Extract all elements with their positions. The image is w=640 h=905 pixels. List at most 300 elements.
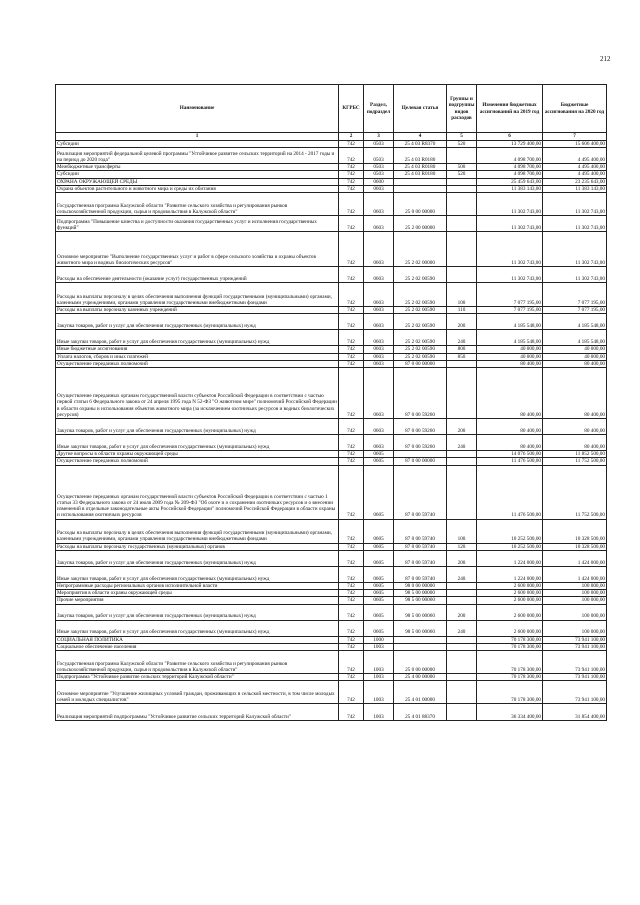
table-row <box>56 368 607 419</box>
row-expense-type <box>447 232 477 267</box>
row-allocation-2020: 80 400,00 <box>543 368 607 419</box>
row-name: Подпрограмма "Устойчивое развитие сельских территорий Калужской области" <box>56 673 339 680</box>
table-row <box>56 704 607 721</box>
row-kgrbs: 742 <box>339 590 364 597</box>
row-section: 0603 <box>364 330 394 346</box>
row-expense-type: 200 <box>447 314 477 330</box>
row-target-article: 25 0 00 00000 <box>394 650 447 673</box>
row-target-article: 25 4 03 R0180 <box>394 148 447 164</box>
table-row <box>56 148 607 164</box>
row-name: Субсидии <box>56 171 339 178</box>
row-name: Мероприятия в области охраны окружающей среды <box>56 590 339 597</box>
row-kgrbs: 742 <box>339 673 364 680</box>
row-allocation-2020: 100 000,00 <box>543 582 607 589</box>
row-target-article <box>394 451 447 458</box>
row-allocation-2020: 11 383 143,00 <box>543 185 607 192</box>
row-expense-type: 200 <box>447 550 477 566</box>
row-target-article: 98 5 00 00000 <box>394 590 447 597</box>
row-target-article: 98 5 00 00060 <box>394 597 447 604</box>
row-target-article: 25 4 01 88370 <box>394 704 447 721</box>
row-change-2019: 70 178 300,00 <box>477 673 543 680</box>
table-row <box>56 550 607 566</box>
row-kgrbs: 742 <box>339 550 364 566</box>
row-expense-type <box>447 178 477 185</box>
header-target-article: Целевая статья <box>394 85 447 133</box>
column-number: 2 <box>339 133 364 141</box>
table-row <box>56 141 607 148</box>
row-section: 0605 <box>364 543 394 550</box>
row-name: ОХРАНА ОКРУЖАЮЩЕЙ СРЕДЫ <box>56 178 339 185</box>
row-expense-type <box>447 650 477 673</box>
row-name: Иные закупки товаров, работ и услуг для обеспечения государственных (муниципальных) нужд <box>56 435 339 451</box>
table-row <box>56 673 607 680</box>
row-section: 0603 <box>364 283 394 307</box>
row-change-2019: 80 400,00 <box>477 360 543 367</box>
row-allocation-2020: 4 495 400,00 <box>543 148 607 164</box>
row-target-article: 87 0 00 59260 <box>394 419 447 435</box>
row-expense-type: 520 <box>447 171 477 178</box>
row-change-2019: 80 400,00 <box>477 419 543 435</box>
table-row <box>56 346 607 353</box>
table-row <box>56 465 607 519</box>
header-name: Наименование <box>56 85 339 133</box>
row-allocation-2020: 11 852 500,00 <box>543 451 607 458</box>
row-change-2019: 10 252 500,00 <box>477 519 543 543</box>
row-name: Расходы на выплаты персоналу в целях обеспечения выполнения функций государственными (муниципальными) органами, казенными учреждениями, органами управления государственными внебюджетными фондами <box>56 283 339 307</box>
row-target-article <box>394 178 447 185</box>
row-name: Социальное обеспечение населения <box>56 643 339 650</box>
row-allocation-2020: 1 424 000,00 <box>543 550 607 566</box>
row-allocation-2020: 100 000,00 <box>543 604 607 620</box>
row-allocation-2020: 80 400,00 <box>543 435 607 451</box>
row-target-article: 87 0 00 00000 <box>394 458 447 465</box>
row-expense-type: 110 <box>447 307 477 314</box>
row-expense-type <box>447 360 477 367</box>
row-section: 0605 <box>364 458 394 465</box>
row-change-2019: 80 400,00 <box>477 435 543 451</box>
row-kgrbs: 742 <box>339 681 364 704</box>
row-target-article: 87 0 00 59740 <box>394 519 447 543</box>
row-expense-type: 240 <box>447 620 477 636</box>
row-kgrbs: 742 <box>339 435 364 451</box>
table-row <box>56 216 607 232</box>
row-target-article: 25 4 01 00000 <box>394 681 447 704</box>
row-section: 0605 <box>364 566 394 582</box>
table-row <box>56 597 607 604</box>
row-kgrbs: 742 <box>339 164 364 171</box>
row-kgrbs: 742 <box>339 360 364 367</box>
row-kgrbs: 742 <box>339 604 364 620</box>
row-expense-type: 120 <box>447 543 477 550</box>
row-kgrbs: 742 <box>339 171 364 178</box>
row-expense-type <box>447 148 477 164</box>
row-target-article: 98 5 00 00060 <box>394 620 447 636</box>
row-kgrbs: 742 <box>339 636 364 643</box>
row-expense-type <box>447 451 477 458</box>
row-change-2019: 7 077 195,00 <box>477 283 543 307</box>
table-row <box>56 458 607 465</box>
row-expense-type: 200 <box>447 604 477 620</box>
row-section: 0503 <box>364 164 394 171</box>
table-row <box>56 193 607 216</box>
column-number: 5 <box>447 133 477 141</box>
table-row <box>56 681 607 704</box>
row-section: 0603 <box>364 232 394 267</box>
row-target-article: 25 2 02 00590 <box>394 314 447 330</box>
row-name: Расходы на выплаты персоналу государственных (муниципальных) органов <box>56 543 339 550</box>
row-allocation-2020: 100 000,00 <box>543 590 607 597</box>
row-kgrbs: 742 <box>339 620 364 636</box>
row-expense-type <box>447 216 477 232</box>
row-kgrbs: 742 <box>339 543 364 550</box>
row-allocation-2020: 31 854 400,00 <box>543 704 607 721</box>
row-kgrbs: 742 <box>339 368 364 419</box>
row-target-article: 25 2 00 00000 <box>394 216 447 232</box>
table-row <box>56 232 607 267</box>
row-change-2019: 70 178 300,00 <box>477 681 543 704</box>
budget-table <box>55 84 607 721</box>
row-section: 0603 <box>364 185 394 192</box>
row-expense-type <box>447 267 477 283</box>
row-target-article: 87 0 00 00000 <box>394 360 447 367</box>
row-expense-type <box>447 465 477 519</box>
row-kgrbs: 742 <box>339 650 364 673</box>
row-change-2019: 70 178 300,00 <box>477 636 543 643</box>
row-expense-type: 100 <box>447 519 477 543</box>
row-target-article: 87 0 00 59740 <box>394 543 447 550</box>
table-row <box>56 582 607 589</box>
row-section: 0603 <box>364 368 394 419</box>
row-kgrbs: 742 <box>339 178 364 185</box>
row-name: Осуществление переданных полномочий <box>56 458 339 465</box>
row-kgrbs: 742 <box>339 519 364 543</box>
row-kgrbs: 742 <box>339 330 364 346</box>
row-allocation-2020: 11 302 743,00 <box>543 216 607 232</box>
row-target-article: 87 0 00 59260 <box>394 368 447 419</box>
row-expense-type: 100 <box>447 283 477 307</box>
row-name: Другие вопросы в области охраны окружающей среды <box>56 451 339 458</box>
header-allocation-2020: Бюджетные ассигнования на 2020 год <box>543 85 607 133</box>
row-kgrbs: 742 <box>339 704 364 721</box>
row-name: Иные закупки товаров, работ и услуг для обеспечения государственных (муниципальных) нужд <box>56 566 339 582</box>
row-name: Закупка товаров, работ и услуг для обеспечения государственных (муниципальных) нужд <box>56 604 339 620</box>
row-change-2019: 40 000,00 <box>477 346 543 353</box>
table-row <box>56 451 607 458</box>
table-row <box>56 267 607 283</box>
row-target-article: 98 5 00 00060 <box>394 604 447 620</box>
row-kgrbs: 742 <box>339 216 364 232</box>
table-row <box>56 620 607 636</box>
row-allocation-2020: 7 077 195,00 <box>543 307 607 314</box>
row-name: Осуществление переданных полномочий <box>56 360 339 367</box>
header-kgrbs: КГРБС <box>339 85 364 133</box>
table-row <box>56 419 607 435</box>
row-kgrbs: 742 <box>339 307 364 314</box>
row-change-2019: 11 476 500,00 <box>477 465 543 519</box>
row-section: 0605 <box>364 620 394 636</box>
row-allocation-2020: 4 185 548,00 <box>543 314 607 330</box>
row-change-2019: 11 302 743,00 <box>477 232 543 267</box>
table-row <box>56 171 607 178</box>
row-name: Закупка товаров, работ и услуг для обеспечения государственных (муниципальных) нужд <box>56 550 339 566</box>
row-name: Подпрограмма "Повышение качества и доступности оказания государственных услуг и исполнения государственных функций" <box>56 216 339 232</box>
row-allocation-2020: 15 606 400,00 <box>543 141 607 148</box>
row-change-2019: 11 476 500,00 <box>477 458 543 465</box>
row-section: 0605 <box>364 550 394 566</box>
row-kgrbs: 742 <box>339 566 364 582</box>
row-section: 0603 <box>364 360 394 367</box>
row-kgrbs: 742 <box>339 597 364 604</box>
row-change-2019: 11 302 743,00 <box>477 267 543 283</box>
row-allocation-2020: 73 941 100,00 <box>543 636 607 643</box>
row-allocation-2020: 40 000,00 <box>543 346 607 353</box>
row-name: Расходы на обеспечение деятельности (оказание услуг) государственных учреждений <box>56 267 339 283</box>
row-expense-type <box>447 193 477 216</box>
row-name: Расходы на выплаты персоналу казенных учреждений <box>56 307 339 314</box>
row-target-article: 25 4 03 R8370 <box>394 141 447 148</box>
row-kgrbs: 742 <box>339 346 364 353</box>
table-row <box>56 178 607 185</box>
row-target-article: 98 0 00 00000 <box>394 582 447 589</box>
row-name: Реализация мероприятий подпрограммы "Устойчивое развитие сельских территорий Калужской области" <box>56 704 339 721</box>
row-name: Иные бюджетные ассигнования <box>56 346 339 353</box>
row-target-article: 25 4 03 R0180 <box>394 171 447 178</box>
row-kgrbs: 742 <box>339 314 364 330</box>
row-allocation-2020: 4 495 400,00 <box>543 171 607 178</box>
row-section: 0503 <box>364 148 394 164</box>
row-expense-type <box>447 582 477 589</box>
row-expense-type <box>447 704 477 721</box>
row-expense-type: 520 <box>447 141 477 148</box>
row-kgrbs: 742 <box>339 419 364 435</box>
row-change-2019: 2 600 000,00 <box>477 597 543 604</box>
row-change-2019: 4 098 700,00 <box>477 148 543 164</box>
table-row <box>56 360 607 367</box>
header-change-2019: Изменения бюджетных ассигнований на 2019 год <box>477 85 543 133</box>
row-expense-type: 240 <box>447 330 477 346</box>
row-section: 1003 <box>364 673 394 680</box>
row-change-2019: 1 224 000,00 <box>477 566 543 582</box>
row-expense-type <box>447 597 477 604</box>
row-section: 0603 <box>364 307 394 314</box>
row-name: Закупка товаров, работ и услуг для обеспечения государственных (муниципальных) нужд <box>56 419 339 435</box>
row-allocation-2020: 11 302 743,00 <box>543 267 607 283</box>
row-kgrbs: 742 <box>339 582 364 589</box>
row-section: 0605 <box>364 519 394 543</box>
row-target-article: 25 2 02 00590 <box>394 267 447 283</box>
row-target-article: 87 0 00 59740 <box>394 465 447 519</box>
row-kgrbs: 742 <box>339 643 364 650</box>
row-expense-type: 240 <box>447 566 477 582</box>
row-target-article: 25 4 00 00000 <box>394 673 447 680</box>
row-change-2019: 10 252 500,00 <box>477 543 543 550</box>
table-row <box>56 164 607 171</box>
row-name: Прочие мероприятия <box>56 597 339 604</box>
header-section: Раздел, подраздел <box>364 85 394 133</box>
row-target-article: 25 2 02 00000 <box>394 232 447 267</box>
row-target-article: 25 4 03 R0180 <box>394 164 447 171</box>
row-expense-type <box>447 681 477 704</box>
row-expense-type: 800 <box>447 346 477 353</box>
column-number: 4 <box>394 133 447 141</box>
row-name: Реализация мероприятий федеральной целевой программы "Устойчивое развитие сельских территорий на 2014 - 2017 годы и на период до 2020 года" <box>56 148 339 164</box>
row-name: Государственная программа Калужской области "Развитие сельского хозяйства и регулирования рынков сельскохозяйственной продукции, сырья и продовольствия в Калужской области" <box>56 650 339 673</box>
row-change-2019: 13 729 400,00 <box>477 141 543 148</box>
table-row <box>56 566 607 582</box>
row-section: 1003 <box>364 643 394 650</box>
row-allocation-2020: 1 424 000,00 <box>543 566 607 582</box>
row-expense-type <box>447 368 477 419</box>
row-change-2019: 80 400,00 <box>477 368 543 419</box>
row-target-article: 25 2 02 00590 <box>394 330 447 346</box>
row-expense-type <box>447 185 477 192</box>
row-allocation-2020: 73 941 100,00 <box>543 673 607 680</box>
row-expense-type <box>447 673 477 680</box>
row-name: Основное мероприятие "Выполнение государственных услуг и работ в сфере сельского хозяйства и охраны объектов животного мира и водных биологических ресурсов" <box>56 232 339 267</box>
row-target-article: 25 2 02 00590 <box>394 283 447 307</box>
row-change-2019: 4 185 548,00 <box>477 330 543 346</box>
row-allocation-2020: 11 752 500,00 <box>543 465 607 519</box>
row-target-article: 87 0 00 59740 <box>394 566 447 582</box>
row-allocation-2020: 73 941 100,00 <box>543 681 607 704</box>
row-kgrbs: 742 <box>339 465 364 519</box>
row-kgrbs: 742 <box>339 185 364 192</box>
table-header-row <box>56 85 607 133</box>
table-row <box>56 185 607 192</box>
table-row <box>56 283 607 307</box>
row-change-2019: 4 098 700,00 <box>477 171 543 178</box>
page-number: 212 <box>600 55 611 63</box>
table-row <box>56 353 607 360</box>
row-section: 0603 <box>364 193 394 216</box>
table-row <box>56 590 607 597</box>
row-target-article <box>394 636 447 643</box>
row-kgrbs: 742 <box>339 267 364 283</box>
row-change-2019: 11 302 743,00 <box>477 216 543 232</box>
row-allocation-2020: 80 400,00 <box>543 360 607 367</box>
row-section: 0603 <box>364 435 394 451</box>
row-change-2019: 7 077 195,00 <box>477 307 543 314</box>
row-name: Охрана объектов растительного и животного мира и среды их обитания <box>56 185 339 192</box>
row-section: 0605 <box>364 597 394 604</box>
row-section: 0605 <box>364 465 394 519</box>
row-name: Осуществление переданных органам государственной власти субъектов Российской Федерации в соответствии с частью 1 статьи 33 Федерального закона от 24 июля 2009 года № 209-ФЗ "Об охоте и о сохранении охотничьих ресурсов и о внесении изменений в отдельные законодательные акты Российской Федерации" полномочий Российской Федерации в области охраны и использования охотничьих ресурсов <box>56 465 339 519</box>
row-target-article: 25 2 02 00590 <box>394 307 447 314</box>
row-section: 0603 <box>364 419 394 435</box>
row-kgrbs: 742 <box>339 148 364 164</box>
row-section: 0605 <box>364 582 394 589</box>
row-allocation-2020: 4 495 400,00 <box>543 164 607 171</box>
row-kgrbs: 742 <box>339 283 364 307</box>
table-row <box>56 519 607 543</box>
column-number-row <box>56 133 607 141</box>
row-change-2019: 1 224 000,00 <box>477 550 543 566</box>
row-name: Межбюджетные трансферты <box>56 164 339 171</box>
row-expense-type <box>447 458 477 465</box>
row-name: Субсидии <box>56 141 339 148</box>
row-change-2019: 25 459 643,00 <box>477 178 543 185</box>
row-target-article <box>394 643 447 650</box>
row-name: Расходы на выплаты персоналу в целях обеспечения выполнения функций государственными (муниципальными) органами, казенными учреждениями, органами управления государственными внебюджетными фондами <box>56 519 339 543</box>
row-name: Закупка товаров, работ и услуг для обеспечения государственных (муниципальных) нужд <box>56 314 339 330</box>
row-expense-type <box>447 636 477 643</box>
row-change-2019: 36 334 400,00 <box>477 704 543 721</box>
row-allocation-2020: 11 302 743,00 <box>543 193 607 216</box>
row-section: 1000 <box>364 636 394 643</box>
row-change-2019: 2 600 000,00 <box>477 590 543 597</box>
table-row <box>56 435 607 451</box>
row-kgrbs: 742 <box>339 141 364 148</box>
row-change-2019: 40 000,00 <box>477 353 543 360</box>
row-target-article: 87 0 00 59260 <box>394 435 447 451</box>
column-number: 1 <box>56 133 339 141</box>
row-change-2019: 2 600 000,00 <box>477 582 543 589</box>
row-expense-type <box>447 590 477 597</box>
table-row <box>56 543 607 550</box>
column-number: 3 <box>364 133 394 141</box>
row-change-2019: 4 098 700,00 <box>477 164 543 171</box>
row-section: 0503 <box>364 141 394 148</box>
row-name: Осуществление переданных органам государственной власти субъектов Российской Федерации в соответствии с частью первой статьи 6 Федерального закона от 24 апреля 1995 года N 52-ФЗ "О животном мире" полномочий Российской Федерации в области охраны и использования объектов животного мира (за исключением охотничьих ресурсов и водных биологических ресурсов) <box>56 368 339 419</box>
row-allocation-2020: 11 302 743,00 <box>543 232 607 267</box>
row-name: Непрограммные расходы региональных органов исполнительной власти <box>56 582 339 589</box>
row-allocation-2020: 80 400,00 <box>543 419 607 435</box>
table-row <box>56 314 607 330</box>
row-allocation-2020: 100 000,00 <box>543 620 607 636</box>
row-allocation-2020: 73 941 100,00 <box>543 650 607 673</box>
row-kgrbs: 742 <box>339 193 364 216</box>
row-section: 0603 <box>364 314 394 330</box>
row-allocation-2020: 10 328 500,00 <box>543 519 607 543</box>
row-section: 0603 <box>364 353 394 360</box>
row-allocation-2020: 4 185 548,00 <box>543 330 607 346</box>
row-change-2019: 11 383 143,00 <box>477 185 543 192</box>
row-target-article: 25 2 02 00590 <box>394 353 447 360</box>
row-target-article: 25 2 02 00590 <box>394 346 447 353</box>
row-change-2019: 70 178 300,00 <box>477 643 543 650</box>
row-section: 0605 <box>364 451 394 458</box>
row-section: 0603 <box>364 346 394 353</box>
row-allocation-2020: 40 000,00 <box>543 353 607 360</box>
row-section: 0600 <box>364 178 394 185</box>
row-name: Иные закупки товаров, работ и услуг для обеспечения государственных (муниципальных) нужд <box>56 330 339 346</box>
row-change-2019: 2 600 000,00 <box>477 620 543 636</box>
row-allocation-2020: 73 941 100,00 <box>543 643 607 650</box>
row-section: 1003 <box>364 704 394 721</box>
row-section: 0503 <box>364 171 394 178</box>
table-row <box>56 650 607 673</box>
row-allocation-2020: 7 077 195,00 <box>543 283 607 307</box>
row-name: СОЦИАЛЬНАЯ ПОЛИТИКА <box>56 636 339 643</box>
row-target-article: 87 0 00 59740 <box>394 550 447 566</box>
table-row <box>56 330 607 346</box>
row-expense-type: 500 <box>447 164 477 171</box>
column-number: 6 <box>477 133 543 141</box>
row-section: 0605 <box>364 590 394 597</box>
row-expense-type <box>447 643 477 650</box>
row-allocation-2020: 10 328 500,00 <box>543 543 607 550</box>
row-name: Государственная программа Калужской области "Развитие сельского хозяйства и регулирования рынков сельскохозяйственной продукции, сырья и продовольствия в Калужской области" <box>56 193 339 216</box>
row-name: Основное мероприятие "Улучшение жилищных условий граждан, проживающих в сельской местности, в том числе молодых семей и молодых специалистов" <box>56 681 339 704</box>
row-allocation-2020: 23 235 643,00 <box>543 178 607 185</box>
table-row <box>56 604 607 620</box>
row-expense-type: 240 <box>447 435 477 451</box>
row-kgrbs: 742 <box>339 451 364 458</box>
row-change-2019: 14 076 500,00 <box>477 451 543 458</box>
row-kgrbs: 742 <box>339 353 364 360</box>
row-allocation-2020: 11 752 500,00 <box>543 458 607 465</box>
table-row <box>56 307 607 314</box>
